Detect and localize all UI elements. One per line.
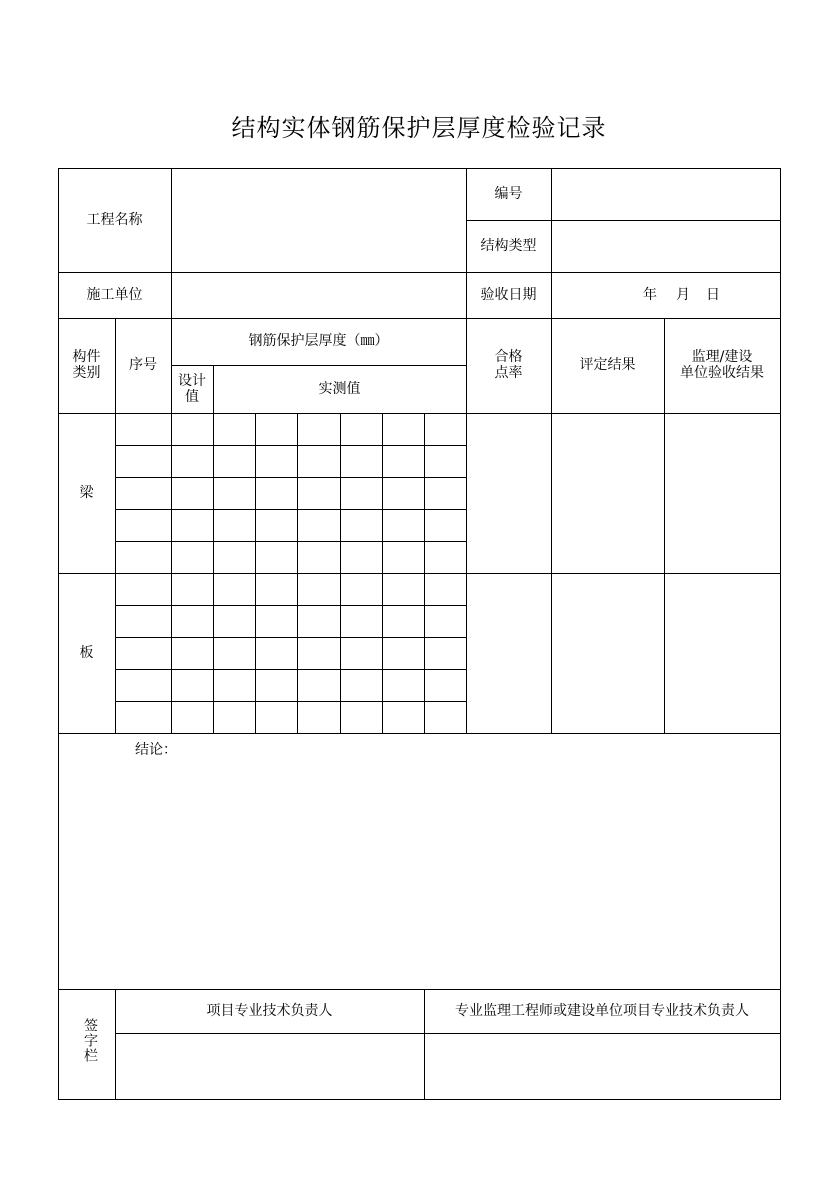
section-slab-label: 板: [79, 645, 94, 661]
construction-unit-label: 施工单位: [86, 287, 143, 303]
measured-value-label: 实测值: [318, 381, 361, 397]
number-label: 编号: [494, 186, 523, 202]
project-tech-lead-label: 项目专业技术负责人: [206, 1003, 333, 1019]
design-value-label-2: 值: [185, 389, 199, 405]
conclusion-label: 结论：: [135, 742, 177, 758]
date-year: 年: [643, 287, 657, 303]
evaluation-result-label: 评定结果: [579, 357, 636, 373]
supervision-result-label-2: 单位验收结果: [680, 365, 764, 381]
pass-rate-label-2: 点率: [494, 365, 523, 381]
number-field[interactable]: [552, 169, 780, 220]
signature-column-label: 签字栏: [82, 1018, 98, 1063]
project-name-label: 工程名称: [86, 212, 143, 228]
structure-type-field[interactable]: [552, 221, 780, 272]
project-name-field[interactable]: [172, 169, 466, 272]
design-value-label-1: 设计: [178, 373, 206, 389]
cover-thickness-label: 钢筋保护层厚度（㎜）: [248, 333, 389, 349]
component-type-label-1: 构件: [72, 349, 101, 365]
pass-rate-label-1: 合格: [494, 349, 523, 365]
component-type-label-2: 类别: [72, 365, 101, 381]
project-tech-lead-signature-field[interactable]: [116, 1034, 424, 1099]
conclusion-field[interactable]: [59, 734, 780, 989]
date-month: 月: [676, 287, 690, 303]
acceptance-date-label: 验收日期: [480, 287, 537, 303]
supervisor-signature-field[interactable]: [425, 1034, 780, 1099]
supervision-result-label-1: 监理/建设: [691, 349, 753, 365]
construction-unit-field[interactable]: [172, 273, 466, 318]
section-beam-label: 梁: [79, 485, 94, 501]
serial-no-label: 序号: [129, 357, 157, 373]
structure-type-label: 结构类型: [480, 238, 537, 254]
supervisor-label: 专业监理工程师或建设单位项目专业技术负责人: [455, 1003, 749, 1019]
date-day: 日: [706, 287, 720, 303]
page-title: 结构实体钢筋保护层厚度检验记录: [231, 114, 607, 142]
